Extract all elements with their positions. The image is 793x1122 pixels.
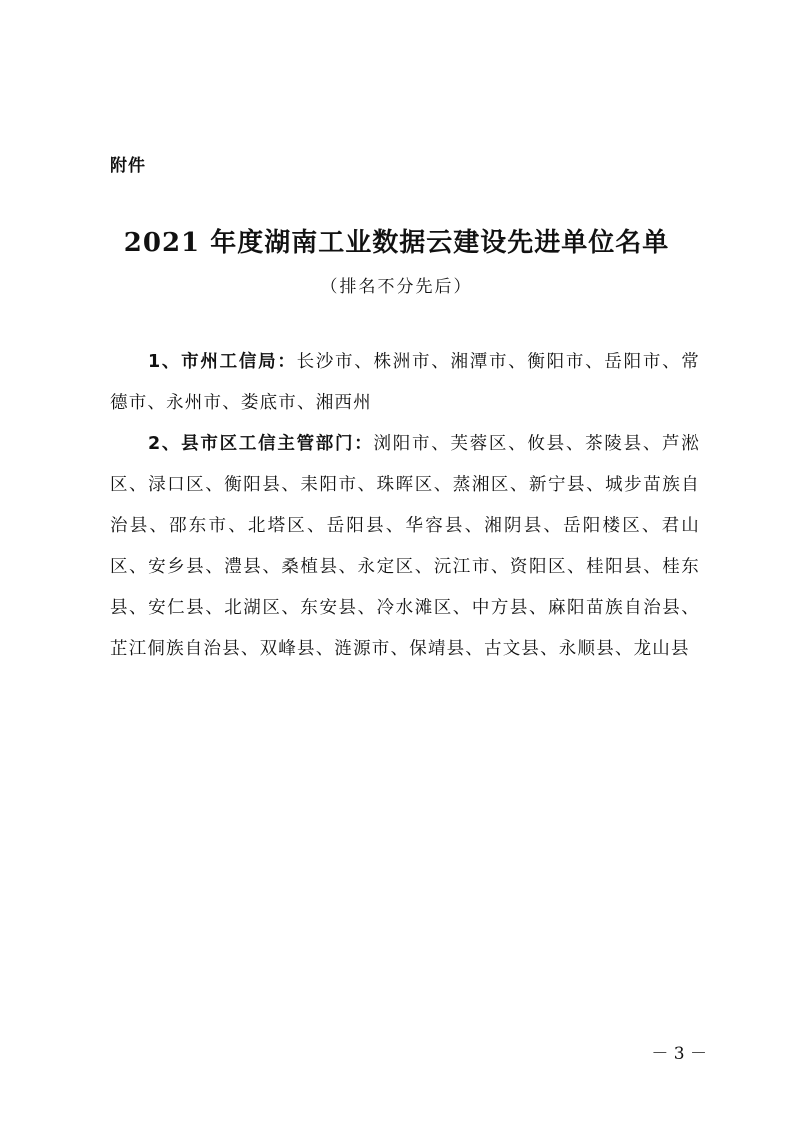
page-number: － 3 － [651,1044,707,1064]
document-subtitle: （排名不分先后） [320,277,473,297]
document-title: 2021 年度湖南工业数据云建设先进单位名单 [123,228,670,258]
section-label: 2、县市区工信主管部门： [148,434,374,454]
section-county-departments [110,424,700,670]
section-content: 长沙市、株洲市、湘潭市、衡阳市、岳阳市、常德市、永州市、娄底市、湘西州 [110,352,701,413]
section-label: 1、市州工信局： [148,352,297,372]
section-content: 浏阳市、芙蓉区、攸县、茶陵县、芦淞区、渌口区、衡阳县、耒阳市、珠晖区、蒸湘区、新宁县、城步苗族自治县、邵东市、北塔区、岳阳县、华容县、湘阴县、岳阳楼区、君山区、安乡县、澧县、桑植县、永定区、沅江市、资阳区、桂阳县、桂东县、安仁县、北湖区、东安县、冷水滩区、中方县、麻阳苗族自治县、芷江侗族自治县、双峰县、涟源市、保靖县、古文县、永顺县、龙山县 [110,434,700,659]
attachment-label: 附件 [110,156,146,176]
section-city-bureaus [110,342,700,424]
